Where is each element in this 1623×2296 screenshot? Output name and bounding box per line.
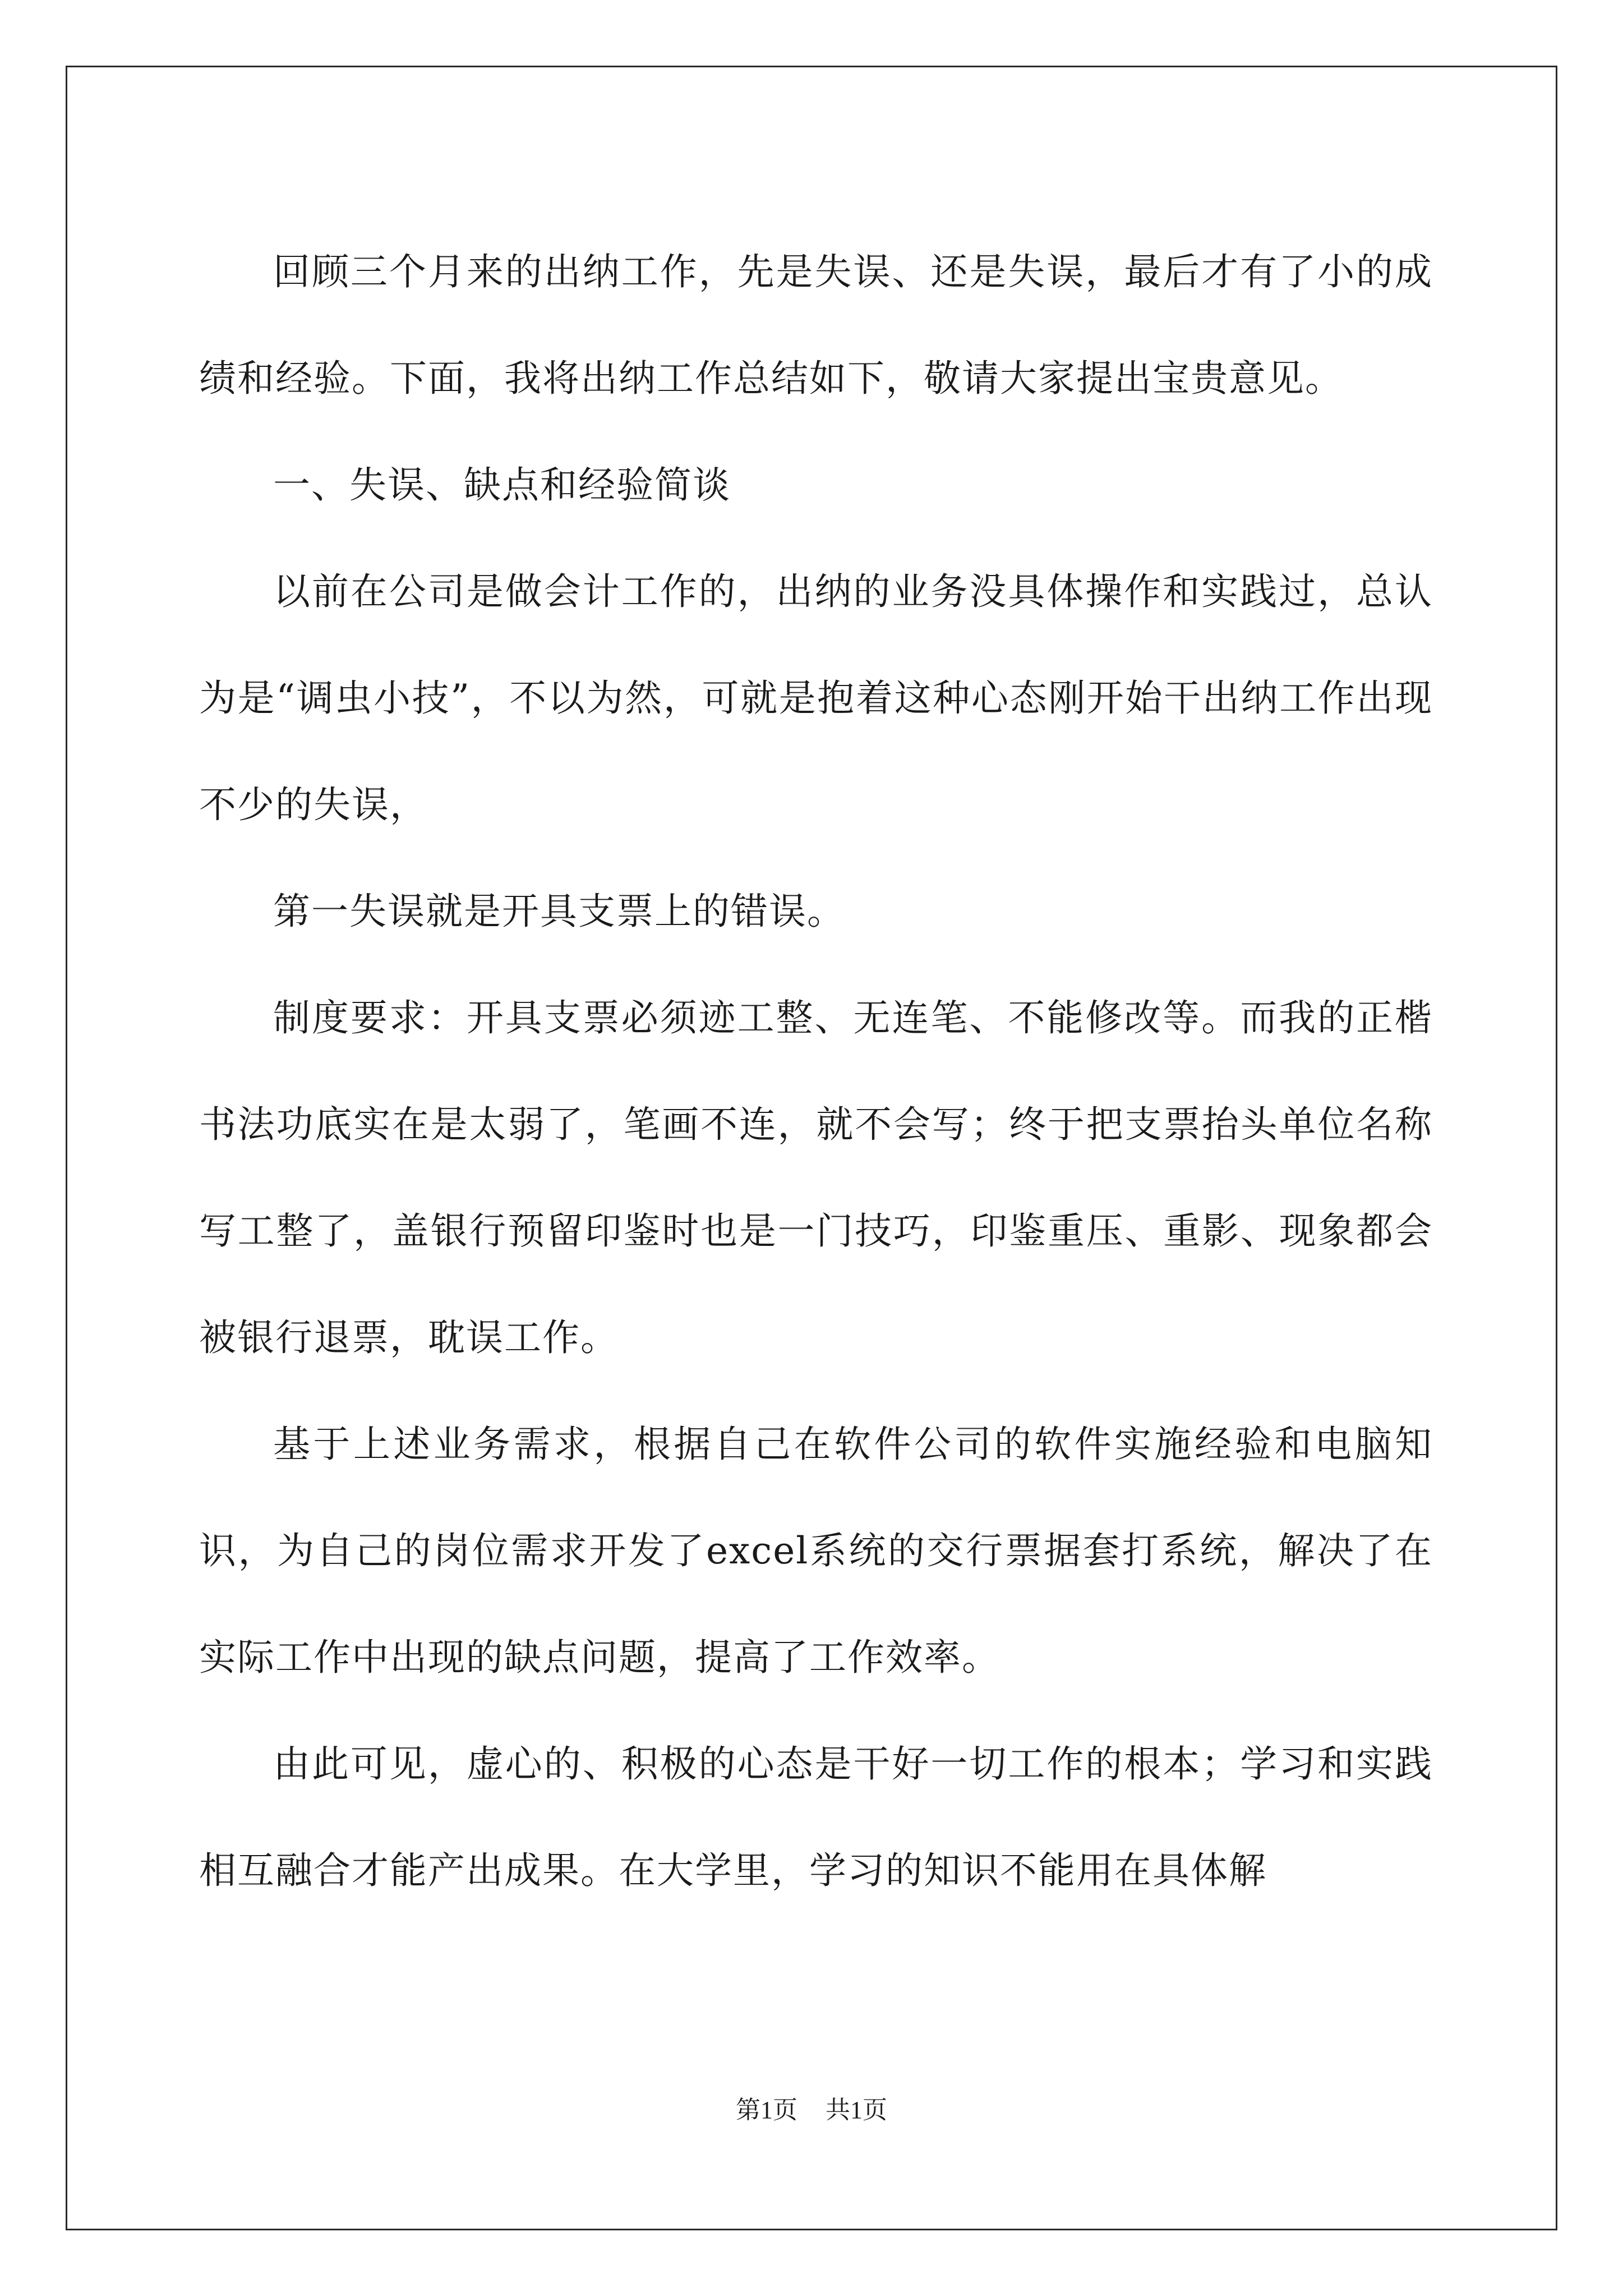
paragraph-requirements: 制度要求：开具支票必须迹工整、无连笔、不能修改等。而我的正楷书法功底实在是太弱了，笔画不连，就不会写；终于把支票抬头单位名称写工整了，盖银行预留印鉴时也是一门技巧，印鉴重压、重影、现象都会被银行退票，耽误工作。 xyxy=(199,996,1433,1359)
document-body xyxy=(199,219,1433,1924)
section-heading: 一、失误、缺点和经验简谈 xyxy=(273,463,731,507)
page-number: 第1页 xyxy=(736,2096,797,2124)
paragraph-background: 以前在公司是做会计工作的，出纳的业务没具体操作和实践过，总认为是“调虫小技”，不以为然，可就是抱着这种心态刚开始干出纳工作出现不少的失误， xyxy=(199,570,1433,826)
paragraph-intro: 回顾三个月来的出纳工作，先是失误、还是失误，最后才有了小的成绩和经验。下面，我将出纳工作总结如下，敬请大家提出宝贵意见。 xyxy=(199,250,1433,400)
paragraph-solution: 基于上述业务需求，根据自己在软件公司的软件实施经验和电脑知识，为自己的岗位需求开发了excel系统的交行票据套打系统，解决了在实际工作中出现的缺点问题，提高了工作效率。 xyxy=(199,1423,1433,1679)
page-footer xyxy=(0,2090,1623,2125)
paragraph-first-mistake: 第一失误就是开具支票上的错误。 xyxy=(273,890,845,933)
page-total: 共1页 xyxy=(826,2096,887,2124)
paragraph-conclusion: 由此可见，虚心的、积极的心态是干好一切工作的根本；学习和实践相互融合才能产出成果。在大学里，学习的知识不能用在具体解 xyxy=(199,1742,1433,1892)
